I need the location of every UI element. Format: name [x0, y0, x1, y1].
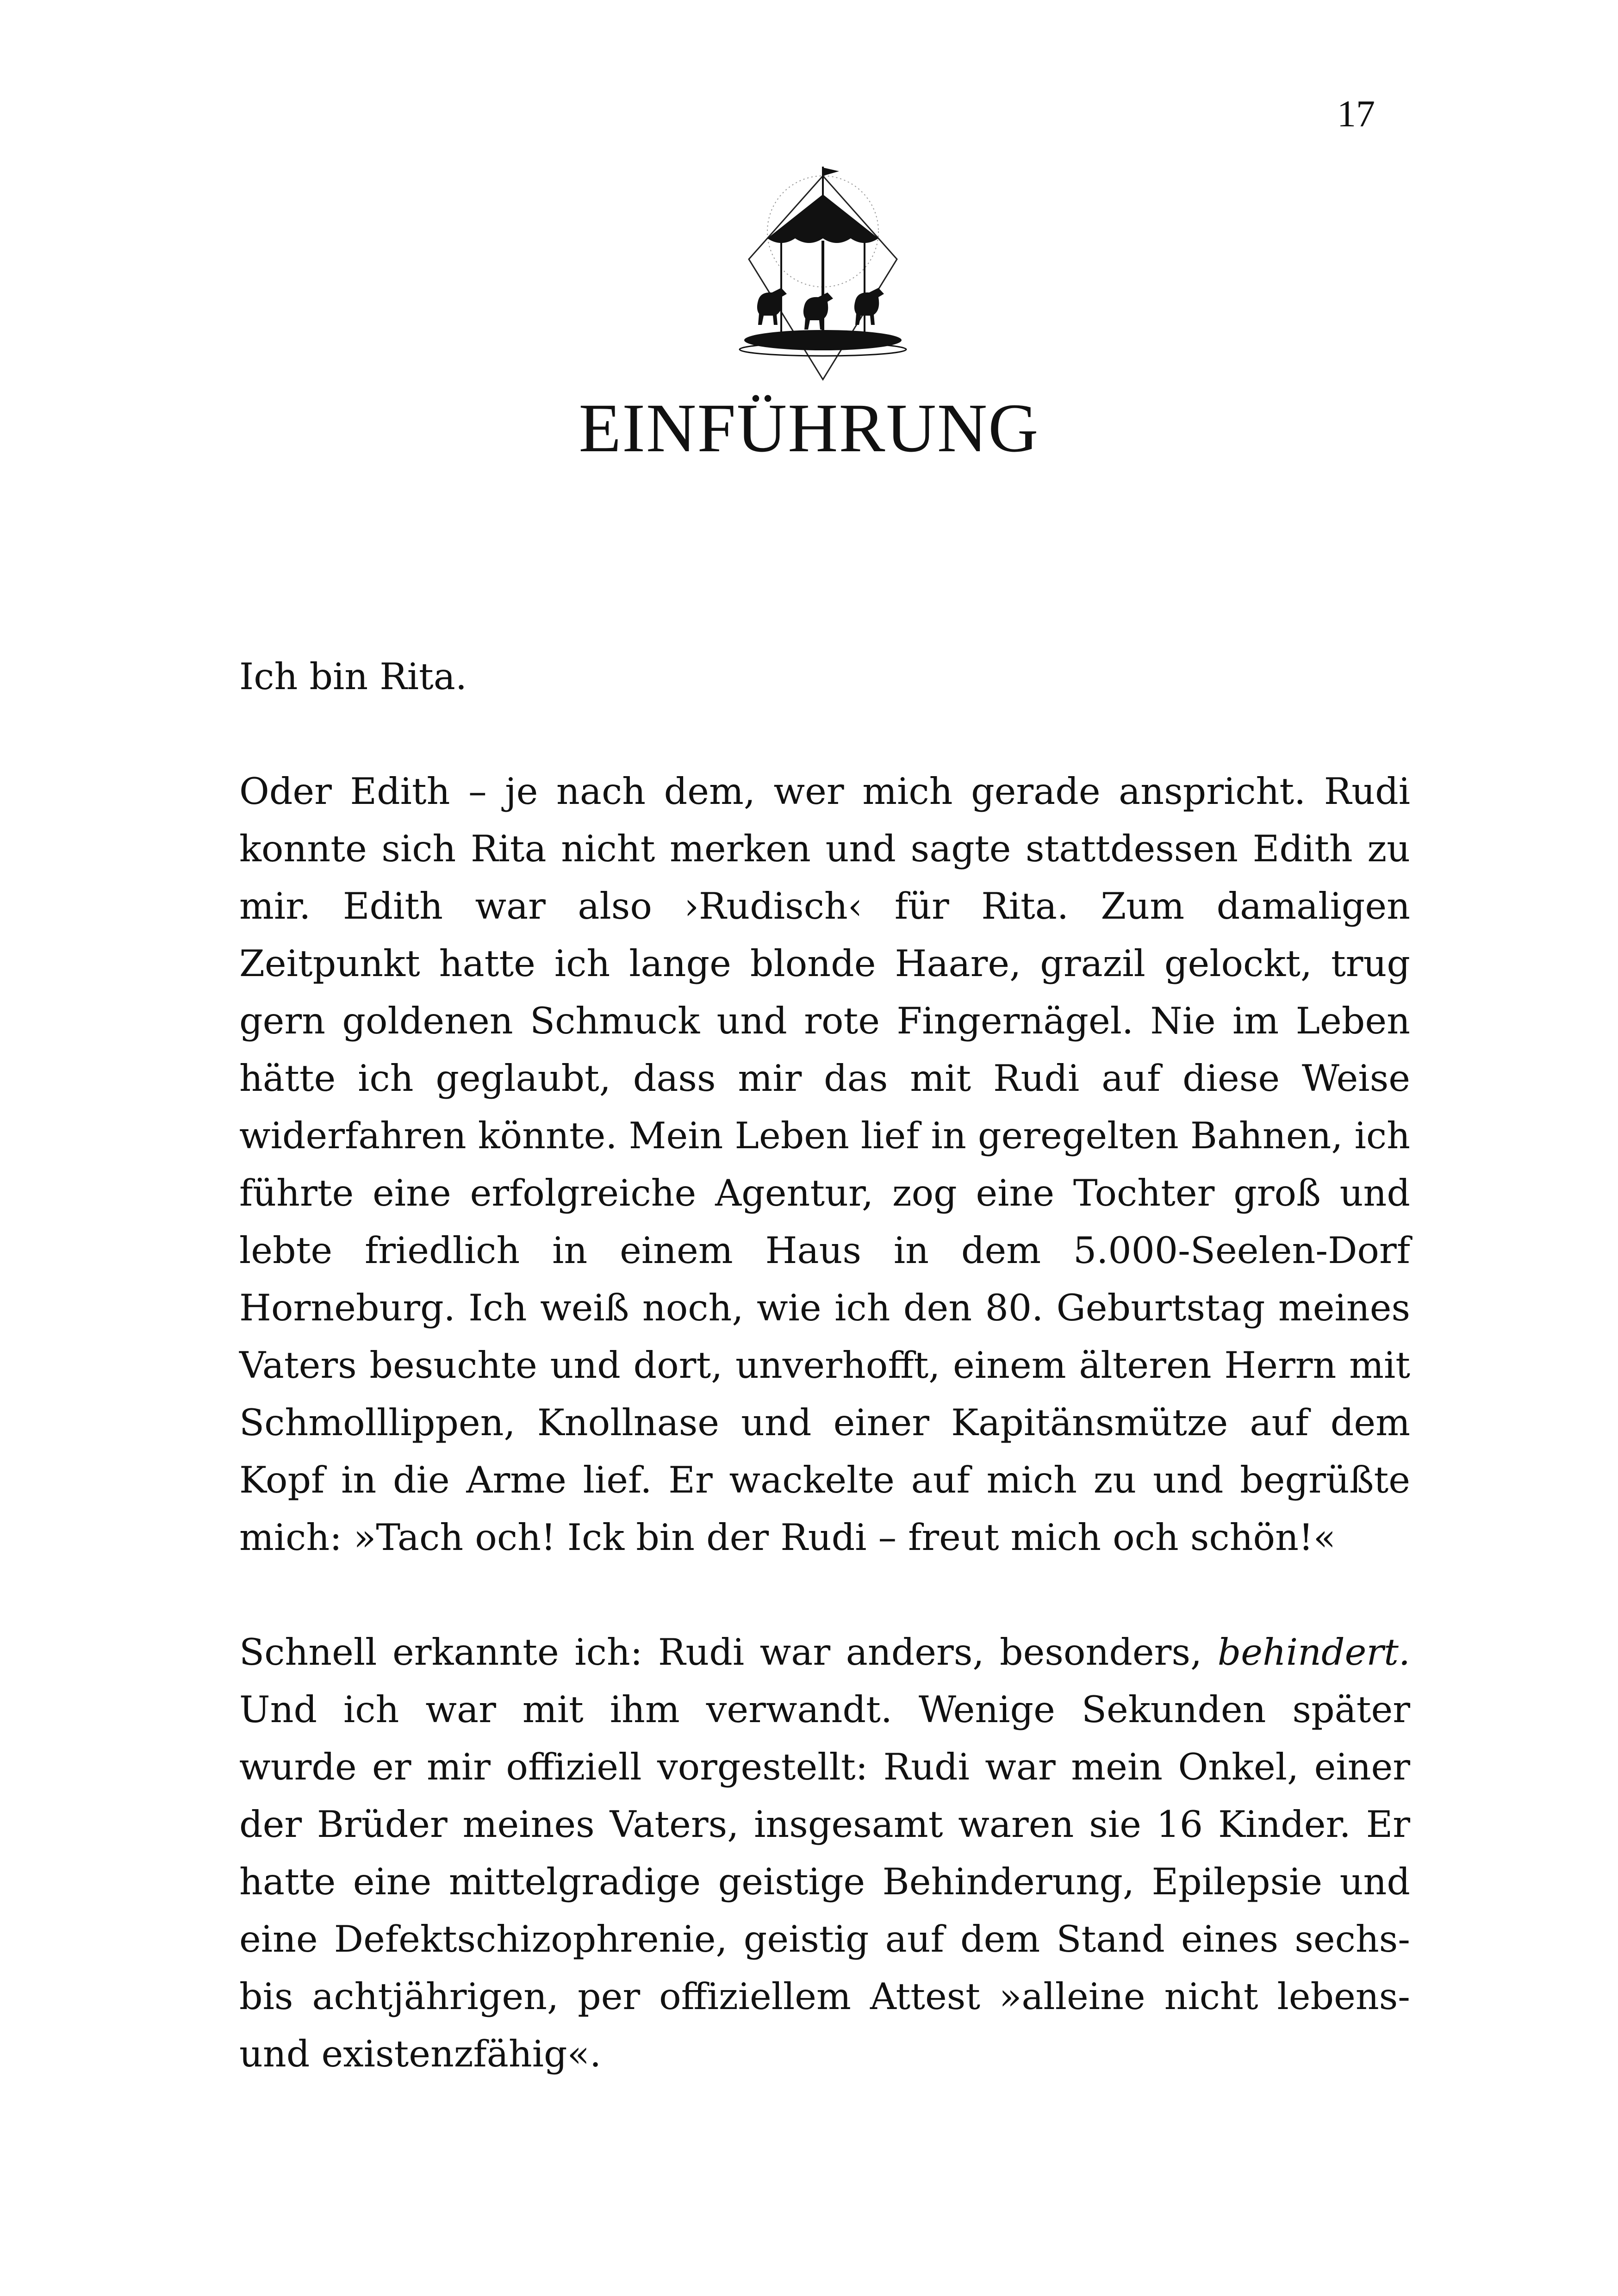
paragraph-1: Ich bin Rita. — [239, 655, 467, 698]
chapter-title: EINFÜHRUNG — [579, 390, 1039, 467]
paragraph-2: Oder Edith – je nach dem, wer mich gerade anspricht. Rudi konnte sich Rita nicht merken und sagte stattdessen Edith zu mir. Edith war also ›Rudisch‹ für Rita. Zum damaligen Zeitpunkt hatte ich lange blonde Haare, grazil gelockt, trug gern goldenen Schmuck und rote Fingernägel. Nie im Leben hätte ich geglaubt, dass mir das mit Rudi auf diese Weise widerfahren könnte. Mein Leben lief in geregelten Bahnen, ich führte eine erfolgreiche Agentur, zog eine Tochter groß und lebte friedlich in einem Haus in dem 5.000-Seelen-Dorf Horneburg. Ich weiß noch, wie ich den 80. Geburtstag meines Vaters besuchte und dort, unverhofft, einem älteren Herrn mit Schmolllippen, Knollnase und einer Kapitänsmütze auf dem Kopf in die Arme lief. Er wackelte auf mich zu und begrüßte mich: »Tach och! Ick bin der Rudi – freut mich och schön!« — [239, 770, 1411, 1559]
paragraph-3-rest: Und ich war mit ihm verwandt. Wenige Sekunden später wurde er mir offiziell vorgestellt: Rudi war mein Onkel, einer der Brüder meines Vaters, insgesamt waren sie 16 Kinder. Er hatte eine mittelgradige geistige Behinderung, Epilepsie und eine Defektschizophrenie, geistig auf dem Stand eines sechs- bis achtjährigen, per offiziellem Attest »alleine nicht lebens- und existenzfähig«. — [239, 1688, 1410, 2075]
body-text — [239, 648, 1410, 2083]
paragraph-3 — [239, 1624, 1410, 2083]
paragraph-3-start: Schnell erkannte ich: Rudi war anders, besonders, — [239, 1631, 1202, 1674]
page-number: 17 — [1337, 93, 1375, 135]
carousel-icon — [735, 162, 915, 393]
emphasis-behindert: behindert. — [1217, 1631, 1410, 1674]
